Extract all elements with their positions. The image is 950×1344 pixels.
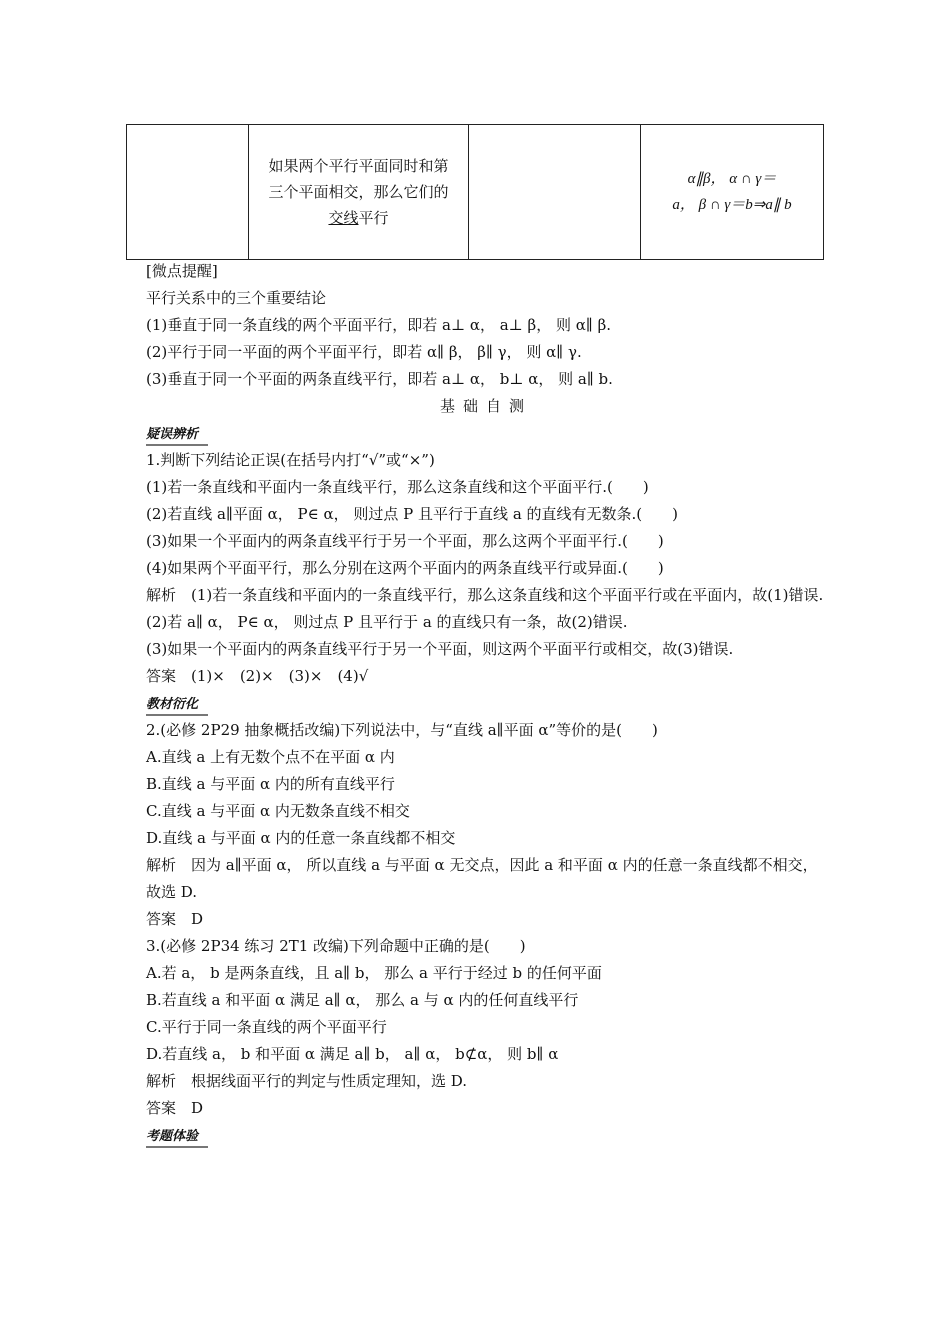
analysis-text: (3)如果一个平面内的两条直线平行于另一个平面，则这两个平面平行或相交，故(3)错误. [146,640,734,658]
section-tag: 教材衍化 [146,696,208,716]
theorem-table [126,124,824,260]
underlined-term: 交线 [328,209,359,227]
option-d: D.直线 a 与平面 α 内的任意一条直线都不相交 [146,829,456,847]
answer-text: 答案 D [146,910,204,928]
option-c: C.平行于同一条直线的两个平面平行 [146,1018,387,1036]
analysis-text: 解析 因为 a∥平面 α， 所以直线 a 与平面 α 无交点，因此 a 和平面 α 内的任意一条直线都不相交，故选 D. [146,856,818,901]
option-a: A.直线 a 上有无数个点不在平面 α 内 [146,748,395,766]
question-stem: 2.(必修 2P29 抽象概括改编)下列说法中，与“直线 a∥平面 α”等价的是( ) [146,721,658,739]
option-d: D.若直线 a， b 和平面 α 满足 a∥ b， a∥ α， b⊄α， 则 b∥ α [146,1045,559,1063]
section-title: 基础自测 [439,397,532,415]
note-bracket: [微点提醒] [146,262,218,280]
document-body [146,258,826,1149]
theorem-symbols: α∥β， α ∩ γ＝ a， β ∩ γ＝b⇒a∥ b [672,171,792,213]
section-tag: 考题体验 [146,1128,208,1148]
note-title: 平行关系中的三个重要结论 [146,289,327,307]
answer-text: 答案 D [146,1099,204,1117]
question-stem: 1.判断下列结论正误(在括号内打“√”或“×”) [146,451,435,469]
option-b: B.若直线 a 和平面 α 满足 a∥ α， 那么 a 与 α 内的任何直线平行 [146,991,579,1009]
analysis-text: (2)若 a∥ α， P∈ α， 则过点 P 且平行于 a 的直线只有一条，故(2)错误. [146,613,628,631]
question-item: (3)如果一个平面内的两条直线平行于另一个平面，那么这两个平面平行.( ) [146,532,664,550]
question-item: (4)如果两个平面平行，那么分别在这两个平面内的两条直线平行或异面.( ) [146,559,664,577]
question-item: (1)若一条直线和平面内一条直线平行，那么这条直线和这个平面平行.( ) [146,478,649,496]
table-cell-3 [469,125,641,259]
answer-text: 答案 (1)× (2)× (3)× (4)√ [146,667,369,685]
table-cell-1 [127,125,249,259]
question-stem: 3.(必修 2P34 练习 2T1 改编)下列命题中正确的是( ) [146,937,526,955]
note-item: (1)垂直于同一条直线的两个平面平行，即若 a⊥ α， a⊥ β， 则 α∥ β. [146,316,612,334]
note-item: (3)垂直于同一个平面的两条直线平行，即若 a⊥ α， b⊥ α， 则 a∥ b. [146,370,613,388]
question-item: (2)若直线 a∥平面 α， P∈ α， 则过点 P 且平行于直线 a 的直线有无数条.( ) [146,505,678,523]
analysis-text: 解析 根据线面平行的判定与性质定理知，选 D. [146,1072,468,1090]
table-cell-4 [641,125,823,259]
option-b: B.直线 a 与平面 α 内的所有直线平行 [146,775,395,793]
note-item: (2)平行于同一平面的两个平面平行，即若 α∥ β， β∥ γ， 则 α∥ γ. [146,343,582,361]
option-a: A.若 a， b 是两条直线，且 a∥ b， 那么 a 平行于经过 b 的任何平面 [146,964,602,982]
section-tag: 疑误辨析 [146,426,208,446]
analysis-text: 解析 (1)若一条直线和平面内的一条直线平行，那么这条直线和这个平面平行或在平面内，故(1)错误. [146,586,824,604]
theorem-statement: 如果两个平行平面同时和第 三个平面相交，那么它们的 交线平行 [268,157,449,227]
table-cell-2 [249,125,469,259]
option-c: C.直线 a 与平面 α 内无数条直线不相交 [146,802,410,820]
